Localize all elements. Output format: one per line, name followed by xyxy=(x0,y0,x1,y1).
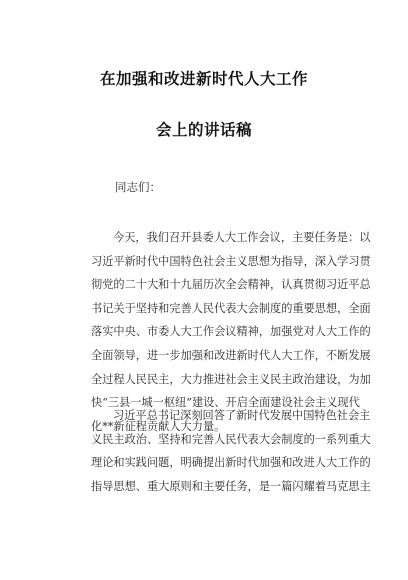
paragraph-line: 彻党的二十大和十九届历次全会精神，认真贯彻习近平总 xyxy=(91,278,371,292)
paragraph-line: 习近平新时代中国特色社会主义思想为指导，深入学习贯 xyxy=(91,254,371,268)
paragraph-line: 落实中央、市委人大工作会议精神，加强党对人大工作的 xyxy=(91,325,371,339)
paragraph-line: 指导思想、重大原则和主要任务，是一篇闪耀着马克思主 xyxy=(91,479,371,493)
paragraph-line: 义民主政治、坚持和完善人民代表大会制度的一系列重大 xyxy=(91,432,371,446)
paragraph-line: 今天，我们召开县委人大工作会议，主要任务是：以 xyxy=(113,231,371,244)
paragraph-line: 理论和实践问题，明确提出新时代加强和改进人大工作的 xyxy=(91,456,371,470)
paragraph-line: 全过程人民民主，大力推进社会主义民主政治建设，为加 xyxy=(91,372,371,386)
paragraph-line: 书记关于坚持和完善人民代表大会制度的重要思想，全面 xyxy=(91,301,371,315)
salutation: 同志们： xyxy=(115,180,161,194)
document-title-line-1: 在加强和改进新时代人大工作 xyxy=(99,70,308,88)
paragraph-line: 快“三县一城一枢纽”建设、开启全面建设社会主义现代 xyxy=(91,396,360,410)
paragraph-line: 全面领导，进一步加强和改进新时代人大工作，不断发展 xyxy=(91,348,371,362)
paragraph-line: 化**新征程贡献人大力量。 xyxy=(91,419,226,433)
document-title-line-2: 会上的讲话稿 xyxy=(155,121,252,139)
paragraph-2 xyxy=(91,404,371,498)
paragraph-line: 习近平总书记深刻回答了新时代发展中国特色社会主 xyxy=(113,409,371,422)
